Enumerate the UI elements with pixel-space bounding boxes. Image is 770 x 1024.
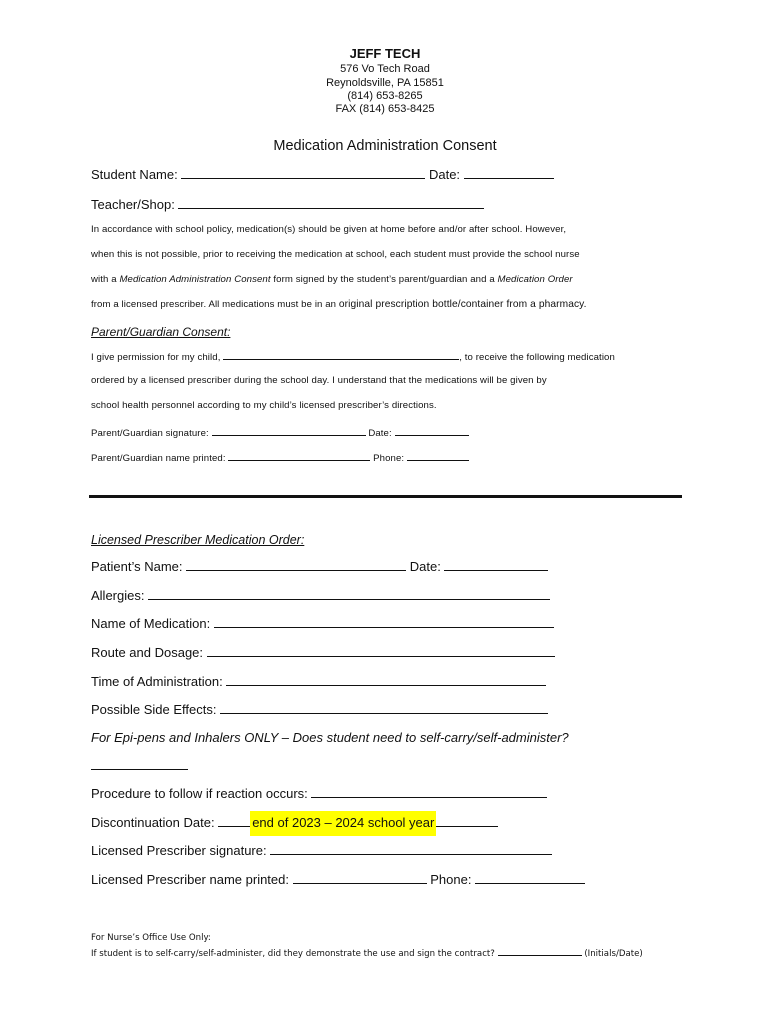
prescriber-date-label: Date: bbox=[409, 559, 441, 574]
address-line-2: Reynoldsville, PA 15851 bbox=[326, 77, 444, 89]
teacher-field[interactable] bbox=[178, 197, 484, 209]
prescriber-heading: Licensed Prescriber Medication Order: bbox=[91, 533, 305, 547]
teacher-row bbox=[91, 197, 484, 212]
procedure-row bbox=[91, 786, 547, 801]
intro-line-2: when this is not possible, prior to receiving the medication at school, each student must provide the school nurse bbox=[91, 249, 580, 260]
parent-phone-label: Phone: bbox=[373, 453, 405, 464]
prescriber-name-field[interactable] bbox=[293, 872, 427, 884]
intro-text: from a licensed prescriber. All medications must be in an bbox=[91, 299, 339, 310]
intro-text: with a bbox=[91, 274, 120, 285]
route-label: Route and Dosage: bbox=[91, 645, 204, 660]
child-name-field[interactable] bbox=[223, 350, 459, 360]
patient-row bbox=[91, 559, 548, 574]
office-initials-field[interactable] bbox=[498, 947, 582, 956]
medication-field[interactable] bbox=[214, 616, 554, 628]
office-line bbox=[91, 947, 643, 959]
intro-form-name: Medication Administration Consent bbox=[119, 274, 271, 285]
medication-row bbox=[91, 616, 554, 631]
discontinuation-label: Discontinuation Date: bbox=[91, 815, 215, 830]
date-field[interactable] bbox=[464, 167, 554, 179]
section-divider bbox=[89, 495, 682, 498]
epipen-question: For Epi-pens and Inhalers ONLY – Does student need to self-carry/self-administer? bbox=[91, 730, 569, 745]
fax-number: FAX (814) 653-8425 bbox=[335, 103, 435, 115]
allergies-label: Allergies: bbox=[91, 588, 145, 603]
medication-label: Name of Medication: bbox=[91, 616, 211, 631]
student-name-row bbox=[91, 167, 554, 182]
student-name-label: Student Name: bbox=[91, 167, 178, 182]
phone-number: (814) 653-8265 bbox=[347, 90, 423, 102]
discontinuation-value[interactable]: end of 2023 – 2024 school year bbox=[250, 811, 436, 836]
discontinuation-blank bbox=[218, 815, 250, 827]
prescriber-phone-label: Phone: bbox=[430, 872, 472, 887]
time-label: Time of Administration: bbox=[91, 674, 223, 689]
route-field[interactable] bbox=[207, 645, 555, 657]
discontinuation-blank bbox=[436, 815, 498, 827]
parent-name-label: Parent/Guardian name printed: bbox=[91, 453, 226, 464]
epipen-answer-row bbox=[91, 757, 188, 775]
parent-name-row bbox=[91, 451, 469, 464]
prescriber-signature-field[interactable] bbox=[270, 843, 552, 855]
side-effects-field[interactable] bbox=[220, 702, 548, 714]
prescriber-name-row bbox=[91, 872, 585, 887]
parent-heading: Parent/Guardian Consent: bbox=[91, 325, 231, 339]
parent-name-field[interactable] bbox=[228, 451, 370, 461]
student-name-field[interactable] bbox=[181, 167, 425, 179]
prescriber-name-label: Licensed Prescriber name printed: bbox=[91, 872, 289, 887]
epipen-answer-field[interactable] bbox=[91, 757, 188, 770]
patient-name-label: Patient’s Name: bbox=[91, 559, 183, 574]
prescriber-signature-label: Licensed Prescriber signature: bbox=[91, 843, 267, 858]
date-label: Date: bbox=[428, 167, 461, 182]
parent-signature-field[interactable] bbox=[212, 426, 366, 436]
parent-text: I give permission for my child, bbox=[91, 352, 221, 363]
office-suffix: (Initials/Date) bbox=[584, 949, 643, 959]
procedure-label: Procedure to follow if reaction occurs: bbox=[91, 786, 308, 801]
parent-date-field[interactable] bbox=[395, 426, 469, 436]
office-question: If student is to self-carry/self-administer, did they demonstrate the use and sign the contract? bbox=[91, 949, 495, 959]
parent-line-1 bbox=[91, 350, 615, 363]
parent-date-label: Date: bbox=[368, 428, 392, 439]
address-line-1: 576 Vo Tech Road bbox=[340, 63, 430, 75]
prescriber-phone-field[interactable] bbox=[475, 872, 585, 884]
form-title: Medication Administration Consent bbox=[273, 138, 497, 154]
office-heading: For Nurse’s Office Use Only: bbox=[91, 933, 211, 943]
parent-signature-label: Parent/Guardian signature: bbox=[91, 428, 209, 439]
allergies-row bbox=[91, 588, 550, 603]
prescriber-date-field[interactable] bbox=[444, 559, 548, 571]
side-effects-row bbox=[91, 702, 548, 717]
intro-text: form signed by the student’s parent/guardian and a bbox=[270, 274, 498, 285]
time-field[interactable] bbox=[226, 674, 546, 686]
parent-line-3: school health personnel according to my child’s licensed prescriber’s directions. bbox=[91, 400, 437, 411]
school-name: JEFF TECH bbox=[349, 46, 421, 61]
discontinuation-row bbox=[91, 815, 498, 830]
parent-signature-row bbox=[91, 426, 469, 439]
allergies-field[interactable] bbox=[148, 588, 550, 600]
side-effects-label: Possible Side Effects: bbox=[91, 702, 217, 717]
intro-line-4 bbox=[91, 299, 587, 310]
parent-phone-field[interactable] bbox=[407, 451, 469, 461]
teacher-label: Teacher/Shop: bbox=[91, 197, 175, 212]
parent-text: , to receive the following medication bbox=[459, 352, 615, 363]
prescriber-signature-row bbox=[91, 843, 552, 858]
intro-line-3 bbox=[91, 274, 573, 285]
intro-line-1: In accordance with school policy, medication(s) should be given at home before and/or after school. However, bbox=[91, 224, 567, 235]
route-row bbox=[91, 645, 555, 660]
intro-order-name: Medication Order bbox=[497, 274, 573, 285]
parent-line-2: ordered by a licensed prescriber during the school day. I understand that the medications will be given by bbox=[91, 375, 547, 386]
procedure-field[interactable] bbox=[311, 786, 547, 798]
intro-bottle-text: original prescription bottle/container from a pharmacy. bbox=[338, 299, 587, 310]
patient-name-field[interactable] bbox=[186, 559, 406, 571]
time-row bbox=[91, 674, 546, 689]
